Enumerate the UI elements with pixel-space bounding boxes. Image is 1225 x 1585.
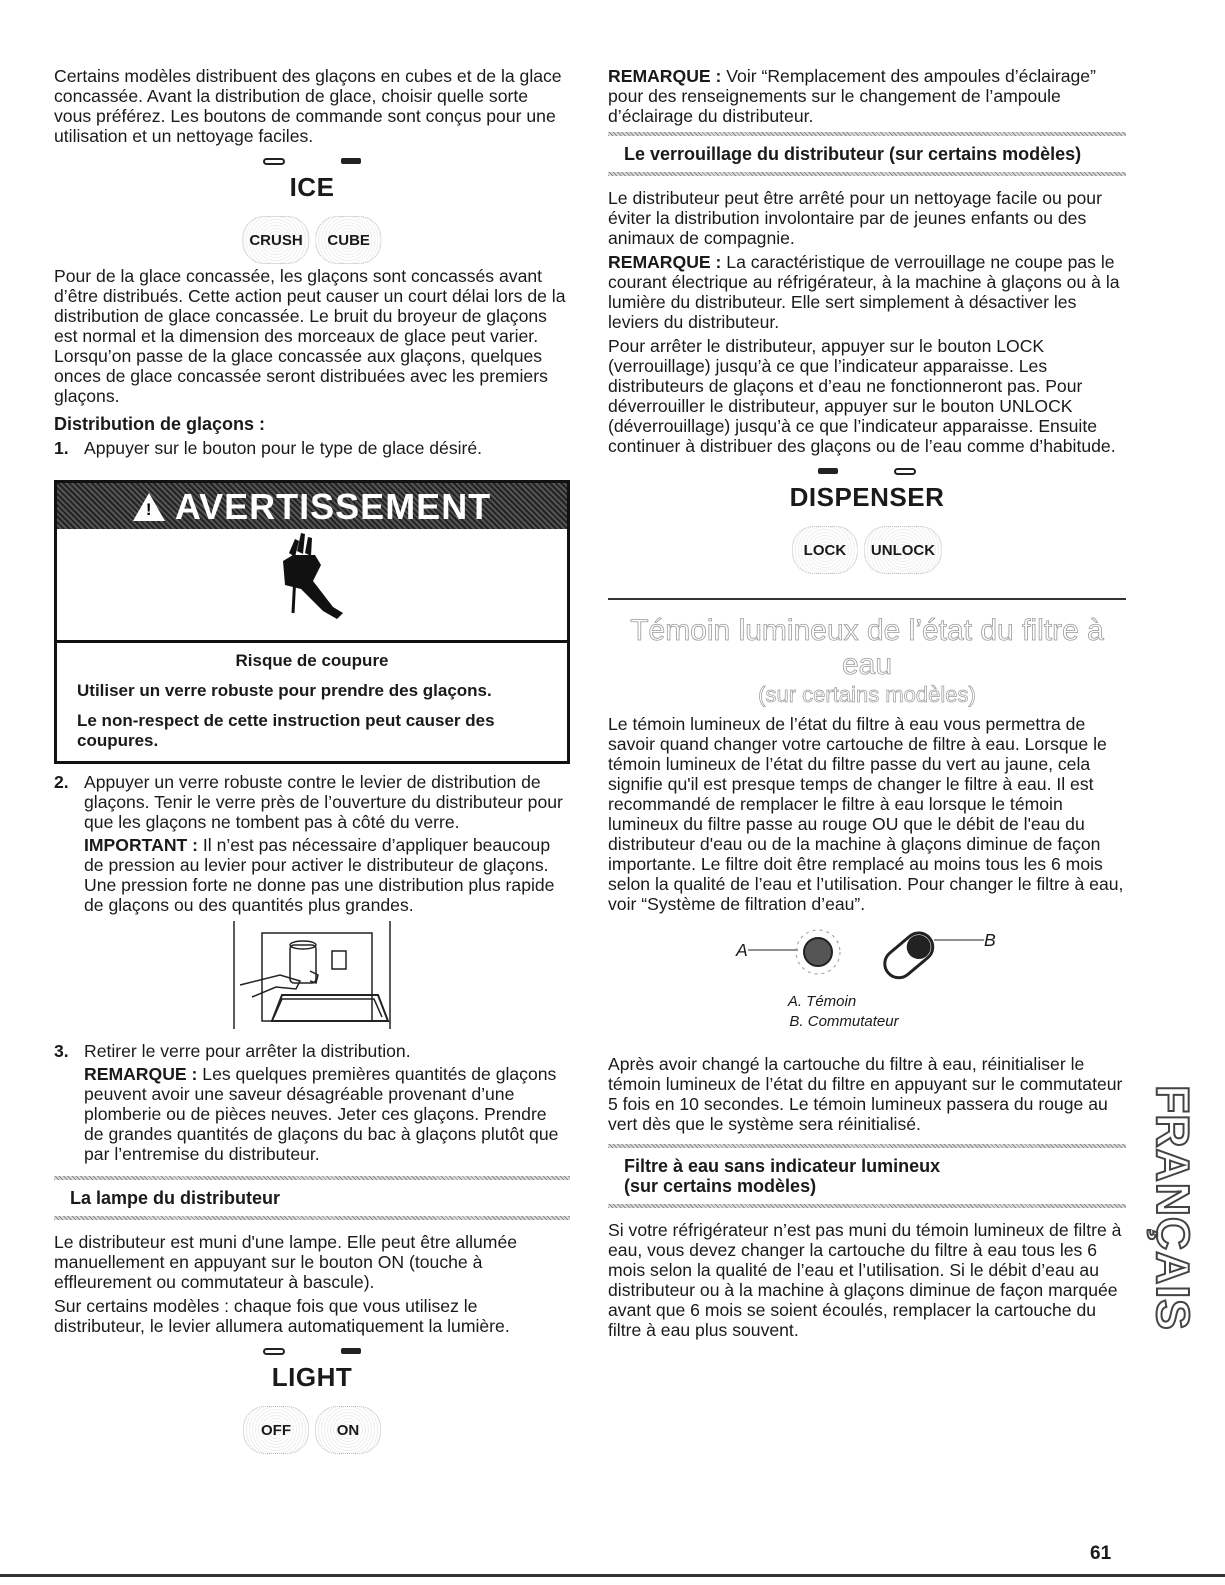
lock-button[interactable]: LOCK (792, 526, 858, 574)
indicator-on-icon (341, 158, 361, 164)
indicator-off-icon (894, 468, 916, 475)
important-label: IMPORTANT : (84, 835, 199, 855)
glass-dispenser-illustration (232, 921, 392, 1031)
indicator-off-icon (263, 1348, 285, 1355)
crush-button[interactable]: CRUSH (242, 216, 309, 264)
filter-status-subheading: (sur certains modèles) (758, 682, 976, 707)
language-side-tab (1147, 1078, 1199, 1338)
divider (608, 1204, 1126, 1208)
filter-status-heading: Témoin lumineux de l’état du filtre à eau (630, 614, 1104, 681)
remarque-lock-note (608, 252, 1126, 332)
filter-indicator-icon (748, 924, 868, 988)
language-side-tab-label: FRANÇAIS (1147, 1085, 1199, 1331)
ice-control-panel (54, 154, 570, 266)
lock-paragraph-2: Pour arrêter le distributeur, appuyer sur le bouton LOCK (verrouillage) jusqu’à ce que l’indicateur apparaisse. Les distributeurs de glaçons et d’eau ne fonctionneront pas. Pour déverrouiller le distributeur, appuyer sur le bouton UNLOCK (déverrouillage) jusqu’à ce que l’indicateur apparaisse. Ensuite continuer à distribuer des glaçons ou de l’eau comme d’habitude. (608, 336, 1116, 456)
warning-line-1: Utiliser un verre robuste pour prendre des glaçons. (77, 681, 492, 700)
cut-hazard-illustration (57, 529, 567, 643)
indicator-off-icon (263, 158, 285, 165)
lamp-section-header (54, 1176, 570, 1220)
crushed-ice-paragraph: Pour de la glace concassée, les glaçons sont concassés avant d’être distribués. Cette action peut causer un court délai lors de la distribution de glace concassée. Le bruit du broyeur de glaçons est normal et la dimension des morceaux de glace peut varier. Lorsqu’on passe de la glace concassée aux glaçons, quelques onces de glace concassée seront distribuées avec les premiers glaçons. (54, 266, 566, 406)
on-button[interactable]: ON (315, 1406, 381, 1454)
no-indicator-heading-line-1: Filtre à eau sans indicateur lumineux (624, 1156, 941, 1176)
dispenser-control-panel (608, 464, 1126, 576)
lock-paragraph-1: Le distributeur peut être arrêté pour un nettoyage facile ou pour éviter la distribution involontaire par de jeunes enfants ou des animaux de compagnie. (608, 188, 1102, 248)
lamp-heading: La lampe du distributeur (70, 1188, 281, 1208)
reset-switch-icon (872, 924, 1002, 988)
indicator-lights (812, 466, 922, 476)
no-indicator-paragraph: Si votre réfrigérateur n’est pas muni du témoin lumineux de filtre à eau, vous devez changer la cartouche du filtre à eau tous les 6 mois selon la qualité de l’eau et l’utilisation. Si le débit d’eau au distributeur ou à la machine à glaçons diminue de façon marquée avant que 6 mois se soient écoulés, remplacer la cartouche du filtre à eau plus souvent. (608, 1220, 1122, 1340)
divider (54, 1216, 570, 1220)
filter-indicator-figure (608, 924, 1126, 988)
step-1-number: 1. (54, 438, 69, 458)
step-3 (54, 1041, 570, 1061)
indicator-on-icon (818, 468, 838, 474)
warning-title: AVERTISSEMENT (174, 486, 492, 527)
important-note (84, 835, 570, 915)
figure-label-b: B (984, 930, 996, 950)
remarque-label: REMARQUE : (84, 1064, 198, 1084)
step-3-number: 3. (54, 1041, 69, 1061)
distribution-heading: Distribution de glaçons : (54, 414, 266, 434)
step-2-text: Appuyer un verre robuste contre le levier de distribution de glaçons. Tenir le verre près de l’ouverture du distributeur pour que les glaçons ne tombent pas à côté du verre. (84, 772, 563, 832)
warning-box (54, 480, 570, 764)
figure-caption (518, 992, 1126, 1032)
lock-section-header (608, 132, 1126, 176)
indicator-lights (257, 1346, 367, 1356)
right-column (608, 66, 1126, 1344)
step-1-text: Appuyer sur le bouton pour le type de glace désiré. (84, 438, 483, 458)
warning-risk: Risque de coupure (235, 651, 389, 670)
off-button[interactable]: OFF (243, 1406, 309, 1454)
page-number: 61 (1090, 1543, 1112, 1564)
no-indicator-section-header (608, 1144, 1126, 1208)
indicator-lights (257, 156, 367, 166)
remarque-note (84, 1064, 570, 1164)
lock-heading: Le verrouillage du distributeur (sur certains modèles) (624, 144, 1082, 164)
remarque-label: REMARQUE : (608, 252, 722, 272)
figure-label-a: A (736, 940, 748, 960)
warning-triangle-icon: ! (133, 493, 165, 521)
dispenser-panel-title: DISPENSER (789, 482, 945, 512)
section-rule (608, 598, 1126, 600)
remarque-text: Les quelques premières quantités de glaçons peuvent avoir une saveur désagréable provenant d’une plomberie ou de pièces neuves. Jeter ces glaçons. Prendre de grandes quantités de glaçons du bac à glaçons plutôt que par l’entremise du distributeur. (84, 1064, 559, 1164)
filter-paragraph-2: Après avoir changé la cartouche du filtre à eau, réinitialiser le témoin lumineux de l’état du filtre en appuyant sur le commutateur 5 fois en 10 secondes. Le témoin lumineux passera du rouge au vert dès que le système sera réinitialisé. (608, 1054, 1123, 1134)
ice-panel-title: ICE (289, 172, 335, 202)
remarque-text: La caractéristique de verrouillage ne coupe pas le courant électrique au réfrigérateur, à la machine à glaçons ou à la lumière du distributeur. Elle sert simplement à désactiver les leviers du distributeur. (608, 252, 1120, 332)
step-2-number: 2. (54, 772, 69, 792)
step-2 (54, 772, 570, 832)
glass-dispenser-icon (232, 921, 392, 1031)
warning-header (57, 483, 567, 529)
step-1 (54, 438, 570, 458)
intro-paragraph: Certains modèles distribuent des glaçons en cubes et de la glace concassée. Avant la distribution de glace, choisir quelle sorte vous préférez. Les boutons de commande sont conçus pour une utilisation et un nettoyage faciles. (54, 66, 562, 146)
remarque-text: Voir “Remplacement des ampoules d’éclairage” pour des renseignements sur le changement de l’ampoule d’éclairage du distributeur. (608, 66, 1096, 126)
unlock-button[interactable]: UNLOCK (864, 526, 942, 574)
lamp-paragraph-2: Sur certains modèles : chaque fois que vous utilisez le distributeur, le levier allumera automatiquement la lumière. (54, 1296, 510, 1336)
indicator-on-icon (341, 1348, 361, 1354)
filter-paragraph-1: Le témoin lumineux de l’état du filtre à eau vous permettra de savoir quand changer votre cartouche de filtre à eau. Lorsque le témoin lumineux de l’état du filtre passe du vert au jaune, cela signifie qu'il est presque temps de changer le filtre à eau. Il est recommandé de remplacer le filtre à eau lorsque le témoin lumineux du filtre passe au rouge OU que le débit de l'eau du distributeur d'eau ou de la machine à glaçons diminue de façon importante. Le filtre doit être remplacé au moins tous les 6 mois selon la qualité de l’eau et l’utilisation. Pour changer le filtre à eau, voir “Système de filtration d’eau”. (608, 714, 1124, 914)
light-control-panel (54, 1344, 570, 1456)
caption-b: B. Commutateur (789, 1013, 899, 1030)
warning-line-2: Le non-respect de cette instruction peut causer des coupures. (77, 711, 495, 750)
cut-hand-icon (57, 529, 573, 643)
step-3-text: Retirer le verre pour arrêter la distribution. (84, 1041, 411, 1061)
cube-button[interactable]: CUBE (316, 216, 382, 264)
important-text: Il n’est pas nécessaire d’appliquer beaucoup de pression au levier pour activer le distributeur de glaçons. Une pression forte ne donne pas une distribution plus rapide de glaçons ou des quantités plus grandes. (84, 835, 555, 915)
bottom-rule (0, 1574, 1225, 1577)
light-panel-title: LIGHT (271, 1362, 353, 1392)
remarque-label: REMARQUE : (608, 66, 722, 86)
left-column (54, 66, 570, 1456)
no-indicator-heading (608, 1148, 1126, 1204)
divider (608, 172, 1126, 176)
lamp-paragraph-1: Le distributeur est muni d'une lampe. Elle peut être allumée manuellement en appuyant sur le bouton ON (touche à effleurement ou commutateur à bascule). (54, 1232, 518, 1292)
no-indicator-heading-line-2: (sur certains modèles) (624, 1176, 817, 1196)
caption-a: A. Témoin (787, 993, 857, 1010)
remarque-lamp-note (608, 66, 1126, 126)
